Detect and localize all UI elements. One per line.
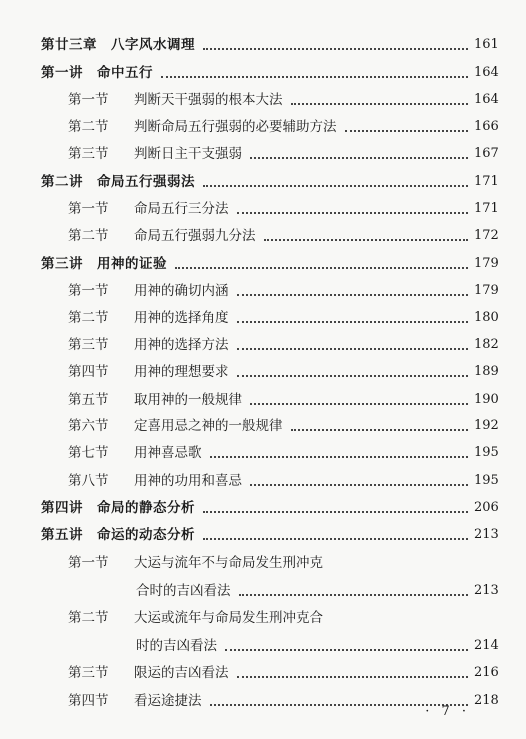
dot-leader <box>250 156 468 159</box>
toc-section-row <box>0 411 526 435</box>
toc-entry-title: 用神的确切内涵 <box>134 283 229 299</box>
toc-entry-label: 第一节 <box>68 555 109 571</box>
toc-page-number: 167 <box>474 146 499 161</box>
dot-leader <box>237 675 469 678</box>
toc-entry-label: 第一讲 <box>41 65 83 81</box>
toc-page-number: 166 <box>474 119 499 134</box>
toc-section-row <box>0 330 526 354</box>
toc-entry-title: 限运的吉凶看法 <box>134 665 229 681</box>
page-number: · 7 · <box>425 704 470 719</box>
toc-entry-title: 判断命局五行强弱的必要辅助方法 <box>134 119 337 135</box>
toc-entry-title: 大运或流年与命局发生刑冲克合 <box>134 610 323 626</box>
toc-entry-label: 第六节 <box>68 418 109 434</box>
toc-entry-label: 第一节 <box>68 92 109 108</box>
dot-leader <box>291 102 469 105</box>
toc-section-row <box>0 658 526 682</box>
toc-entry-label: 第四节 <box>68 693 109 709</box>
toc-entry-title: 用神喜忌歌 <box>134 445 202 461</box>
toc-entry-label: 第四讲 <box>41 500 83 516</box>
toc-page-number: 182 <box>474 337 499 352</box>
dot-leader <box>250 402 468 405</box>
toc-entry-label: 第廿三章 <box>41 37 97 53</box>
toc-chapter-row <box>0 58 526 82</box>
dot-leader <box>161 75 468 78</box>
dot-leader <box>237 211 469 214</box>
toc-entry-label: 第二节 <box>68 610 109 626</box>
dot-leader <box>203 510 468 513</box>
dot-leader <box>210 455 469 458</box>
toc-entry-title: 看运途捷法 <box>134 693 202 709</box>
toc-entry-title: 取用神的一般规律 <box>134 392 242 408</box>
toc-page-number: 213 <box>474 527 499 542</box>
toc-entry-label: 第一节 <box>68 283 109 299</box>
toc-page-number: 218 <box>474 693 499 708</box>
toc-section-row <box>0 548 526 572</box>
toc-section-row <box>0 631 526 655</box>
toc-entry-label: 第二节 <box>68 310 109 326</box>
toc-page-number: 179 <box>474 283 499 298</box>
toc-entry-title: 用神的选择方法 <box>134 337 229 353</box>
toc-entry-title: 判断天干强弱的根本大法 <box>134 92 283 108</box>
toc-page-number: 195 <box>474 445 499 460</box>
toc-entry-title: 命运的动态分析 <box>97 527 195 543</box>
toc-entry-label: 第三节 <box>68 665 109 681</box>
toc-page-number: 164 <box>474 92 499 107</box>
toc-chapter-row <box>0 249 526 273</box>
dot-leader <box>225 648 468 651</box>
toc-entry-label: 第三讲 <box>41 256 83 272</box>
toc-section-row <box>0 112 526 136</box>
dot-leader <box>175 266 468 269</box>
dot-leader <box>239 593 469 596</box>
toc-entry-label: 第二节 <box>68 228 109 244</box>
toc-section-row <box>0 385 526 409</box>
dot-leader <box>237 320 469 323</box>
toc-section-row <box>0 276 526 300</box>
toc-chapter-row <box>0 520 526 544</box>
dot-leader <box>250 483 468 486</box>
toc-section-row <box>0 357 526 381</box>
toc-chapter-row <box>0 493 526 517</box>
toc-section-row <box>0 85 526 109</box>
toc-entry-label: 第二节 <box>68 119 109 135</box>
toc-entry-label: 第三节 <box>68 146 109 162</box>
dot-leader <box>345 129 469 132</box>
toc-entry-title: 合时的吉凶看法 <box>136 583 231 599</box>
toc-page-number: 216 <box>474 665 499 680</box>
toc-entry-label: 第四节 <box>68 364 109 380</box>
toc-entry-label: 第一节 <box>68 201 109 217</box>
toc-entry-label: 第七节 <box>68 445 109 461</box>
toc-entry-title: 命局的静态分析 <box>97 500 195 516</box>
toc-chapter-row <box>0 30 526 54</box>
dot-leader <box>203 47 468 50</box>
toc-page-number: 171 <box>474 201 499 216</box>
toc-section-row <box>0 303 526 327</box>
toc-entry-label: 第五节 <box>68 392 109 408</box>
toc-entry-title: 命局五行三分法 <box>134 201 229 217</box>
toc-page-number: 171 <box>474 174 499 189</box>
toc-page-number: 206 <box>474 500 499 515</box>
toc-page-number: 213 <box>474 583 499 598</box>
toc-page-number: 179 <box>474 256 499 271</box>
toc-entry-title: 命中五行 <box>97 65 153 81</box>
toc-section-row <box>0 466 526 490</box>
dot-leader <box>291 428 469 431</box>
toc-page-number: 195 <box>474 473 499 488</box>
toc-entry-title: 用神的证验 <box>97 256 167 272</box>
toc-entry-title: 命局五行强弱法 <box>97 174 195 190</box>
dot-leader <box>203 184 468 187</box>
toc-section-row <box>0 603 526 627</box>
toc-entry-title: 八字风水调理 <box>111 37 195 53</box>
toc-entry-title: 用神的选择角度 <box>134 310 229 326</box>
toc-page-number: 172 <box>474 228 499 243</box>
toc-page-number: 190 <box>474 392 499 407</box>
dot-leader <box>203 537 468 540</box>
dot-leader <box>237 374 469 377</box>
toc-page-number: 161 <box>474 37 499 52</box>
dot-leader <box>237 293 469 296</box>
toc-entry-title: 判断日主干支强弱 <box>134 146 242 162</box>
toc-page-number: 189 <box>474 364 499 379</box>
dot-leader <box>237 347 469 350</box>
toc-entry-label: 第三节 <box>68 337 109 353</box>
toc-section-row <box>0 194 526 218</box>
toc-entry-label: 第五讲 <box>41 527 83 543</box>
toc-section-row <box>0 221 526 245</box>
toc-entry-title: 定喜用忌之神的一般规律 <box>134 418 283 434</box>
toc-chapter-row <box>0 167 526 191</box>
toc-page-number: 180 <box>474 310 499 325</box>
toc-section-row <box>0 139 526 163</box>
toc-entry-title: 命局五行强弱九分法 <box>134 228 256 244</box>
toc-entry-title: 大运与流年不与命局发生刑冲克 <box>134 555 323 571</box>
toc-section-row <box>0 438 526 462</box>
toc-entry-title: 时的吉凶看法 <box>136 638 217 654</box>
toc-entry-label: 第二讲 <box>41 174 83 190</box>
toc-entry-title: 用神的理想要求 <box>134 364 229 380</box>
toc-entry-title: 用神的功用和喜忌 <box>134 473 242 489</box>
toc-page-number: 192 <box>474 418 499 433</box>
toc-entry-label: 第八节 <box>68 473 109 489</box>
toc-page-number: 214 <box>474 638 499 653</box>
dot-leader <box>264 238 469 241</box>
toc-page-number: 164 <box>474 65 499 80</box>
toc-section-row <box>0 576 526 600</box>
